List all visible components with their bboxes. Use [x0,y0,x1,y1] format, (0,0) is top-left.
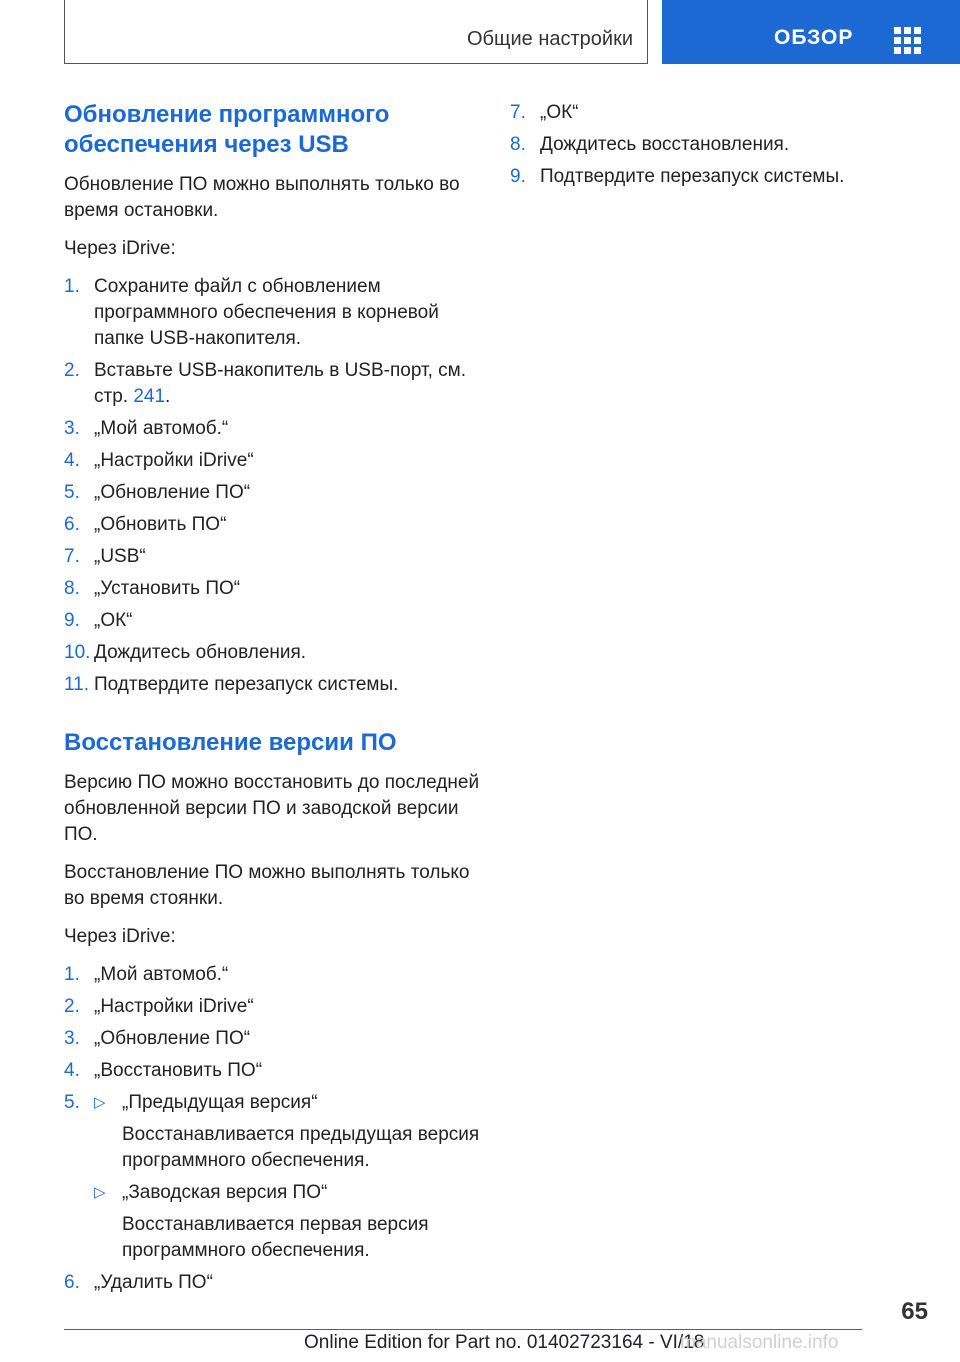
overview-tab-label: ОБЗОР [774,26,854,49]
restore-steps-continued [510,100,910,190]
grid-icon [894,27,921,54]
list-item: 11. Подтвердите перезапуск системы. [64,674,399,695]
list-item: 2. Вставьте USB-накопитель в USB-порт, см. стр. 241. [64,360,466,407]
watermark: manualsonline.info [680,1332,839,1353]
header-section-box [64,0,648,64]
overview-tab[interactable] [662,0,960,64]
sub-option: ▷ „Предыдущая версия“ Восстанавливается предыдущая версия программного обеспечения. [94,1092,480,1171]
usb-update-steps [64,274,482,698]
usb-update-via: Через iDrive: [64,238,176,259]
list-item: 7. „USB“ [64,546,146,567]
usb-update-heading: Обновление программного обеспечения через USB [64,101,390,158]
list-item: 1. „Мой автомоб.“ [64,964,229,985]
restore-intro-1: Версию ПО можно восстановить до последней обновленной версии ПО и заводской версии ПО. [64,772,480,845]
restore-steps [64,962,482,1296]
triangle-bullet-icon: ▷ [94,1184,106,1201]
list-item: 2. „Настройки iDrive“ [64,996,254,1017]
restore-intro-2: Восстановление ПО можно выполнять только во время стоянки. [64,862,470,909]
restore-via: Через iDrive: [64,926,176,947]
list-item: 8. „Установить ПО“ [64,578,241,599]
list-item: 8. Дождитесь восстановления. [510,134,790,155]
list-item: 6. „Обновить ПО“ [64,514,227,535]
sub-option: ▷ „Заводская версия ПО“ Восстанавливается первая версия программного обеспечения. [94,1182,429,1261]
list-item: 1. Сохраните файл с обновлением программного обеспечения в корневой папке USB-накопителя. [64,276,439,349]
list-item: 9. „ОК“ [64,610,133,631]
page-number: 65 [901,1298,928,1325]
page-link[interactable]: 241 [133,386,166,407]
restore-heading: Восстановление версии ПО [64,729,397,756]
left-column [64,100,482,1302]
list-item: 6. „Удалить ПО“ [64,1272,213,1293]
list-item: 4. „Восстановить ПО“ [64,1060,263,1081]
section-title: Общие настройки [467,28,633,50]
list-item: 10. Дождитесь обновления. [64,642,307,663]
footer-divider [64,1329,862,1330]
list-item: 5. ▷ „Предыдущая версия“ Восстанавливается предыдущая версия программного обеспечения. ▷ „Заводская версия ПО“ Восстанавливается первая версия программного обеспечения. [64,1090,482,1264]
list-item: 7. „ОК“ [510,102,579,123]
list-item: 5. „Обновление ПО“ [64,482,251,503]
right-column [510,100,910,196]
list-item: 3. „Мой автомоб.“ [64,418,229,439]
list-item: 9. Подтвердите перезапуск системы. [510,166,845,187]
list-item: 3. „Обновление ПО“ [64,1028,251,1049]
edition-text: Online Edition for Part no. 01402723164 - VI/18 [304,1332,705,1353]
usb-update-intro: Обновление ПО можно выполнять только во время остановки. [64,174,460,221]
triangle-bullet-icon: ▷ [94,1094,106,1111]
list-item: 4. „Настройки iDrive“ [64,450,254,471]
